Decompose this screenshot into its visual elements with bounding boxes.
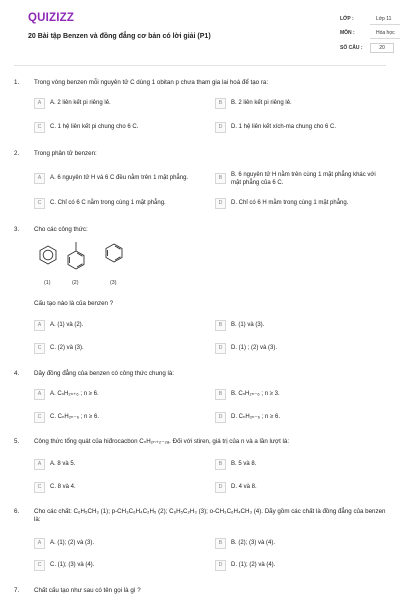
structure-1-hexagon-circle xyxy=(40,246,56,264)
question-stem: Cho các chất: C₆H₅CH₃ (1); p-CH₃C₆H₄C₂H₅ (2); C₆H₅C₂H₃ (3); o-CH₃C₆H₄CH₃ (4). Dãy gồm các chất là đồng đẳng của benzen là: xyxy=(34,508,386,523)
option-text: D. Chỉ có 6 H mằm trong cùng 1 mặt phẳng. xyxy=(231,200,349,206)
question-substem: Cấu tạo nào là của benzen ? xyxy=(34,300,114,307)
question-stem: Chất cấu tạo như sau có tên gọi là gì ? xyxy=(34,587,141,594)
benzene-structures-figure xyxy=(36,240,136,284)
option-letter-box: C xyxy=(34,560,45,571)
option-text: A. 2 liên kết pi riêng lẻ. xyxy=(50,100,111,106)
question-stem: Trong phân tử benzen: xyxy=(34,150,97,157)
option-letter-box: D xyxy=(215,122,226,133)
option-text: C. 8 và 4. xyxy=(50,484,76,490)
option-letter-box: D xyxy=(215,482,226,493)
option-text: D. (1); (2) và (4). xyxy=(231,562,276,568)
question-number: 5. xyxy=(14,438,20,445)
page-title: 20 Bài tập Benzen và đồng đẳng cơ bản có lời giải (P1) xyxy=(28,33,211,40)
question-stem: Cho các công thức: xyxy=(34,226,88,233)
count-value: 20 xyxy=(370,43,394,53)
option-letter-box: D xyxy=(215,560,226,571)
option-text: A. CₙH₂ₙ₊₆ ; n ≥ 6. xyxy=(50,391,99,397)
option-letter-box: D xyxy=(215,412,226,423)
option-letter-box: B xyxy=(215,459,226,470)
question-number: 2. xyxy=(14,150,20,157)
subject-underline xyxy=(370,38,400,39)
class-underline xyxy=(370,24,400,25)
class-label: LỚP : xyxy=(340,16,354,22)
question-number: 7. xyxy=(14,587,20,594)
option-text: D. (1) ; (2) và (3). xyxy=(231,345,278,351)
question-stem: Công thức tổng quát của hiđrocacbon CₙH₂ₙ₊₂₋₂ₐ. Đối với stiren, giá trị của n và a lần lượt là: xyxy=(34,438,290,445)
option-letter-box: A xyxy=(34,538,45,549)
structure-label: (1) xyxy=(44,280,51,286)
option-text: C. (2) và (3). xyxy=(50,345,84,351)
option-letter-box: B xyxy=(215,320,226,331)
option-letter-box: A xyxy=(34,459,45,470)
option-text: A. (1) và (2). xyxy=(50,322,84,328)
option-letter-box: B xyxy=(215,173,226,184)
option-text: B. 2 liên kết pi riêng lẻ. xyxy=(231,100,292,106)
option-letter-box: A xyxy=(34,389,45,400)
option-text: C. CₙH₂ₙ₋₆ ; n ≥ 6. xyxy=(50,414,99,420)
option-text: C. 1 hệ liên kết pi chung cho 6 C. xyxy=(50,124,139,130)
structure-2-hexagon-double-bonds xyxy=(68,242,84,269)
option-letter-box: B xyxy=(215,538,226,549)
option-letter-box: C xyxy=(34,198,45,209)
question-number: 3. xyxy=(14,226,20,233)
question-number: 4. xyxy=(14,370,20,377)
class-value: Lớp 11 xyxy=(376,16,392,22)
structure-label: (3) xyxy=(110,280,117,286)
option-letter-box: A xyxy=(34,98,45,109)
question-stem: Trong vòng benzen mỗi nguyên tử C dùng 1 obitan p chưa tham gia lai hoá để tạo ra: xyxy=(34,79,269,86)
option-letter-box: D xyxy=(215,198,226,209)
question-number: 6. xyxy=(14,508,20,515)
subject-value: Hóa học xyxy=(376,30,395,36)
option-letter-box: B xyxy=(215,389,226,400)
worksheet-header xyxy=(14,0,395,66)
option-text: B. (1) và (3). xyxy=(231,322,265,328)
structure-label: (2) xyxy=(72,280,79,286)
option-text: A. 8 và 5. xyxy=(50,461,76,467)
option-text: A. 6 nguyên tử H và 6 C đều nằm trên 1 mặt phẳng. xyxy=(50,175,189,181)
option-letter-box: C xyxy=(34,343,45,354)
option-letter-box: D xyxy=(215,343,226,354)
option-letter-box: A xyxy=(34,173,45,184)
option-text: D. CₙH₂ₙ₋₆ ; n ≥ 6. xyxy=(231,414,280,420)
option-text: B. CₙH₂ₙ₋₆ ; n ≥ 3. xyxy=(231,391,280,397)
option-letter-box: A xyxy=(34,320,45,331)
option-text: C. (1); (3) và (4). xyxy=(50,562,95,568)
quizizz-logo: QUIZIZZ xyxy=(28,12,75,24)
question-stem: Dãy đồng đẳng của benzen có công thức chung là: xyxy=(34,370,175,377)
option-text: B. (2); (3) và (4). xyxy=(231,540,276,546)
option-letter-box: C xyxy=(34,122,45,133)
option-text: A. (1); (2) và (3). xyxy=(50,540,95,546)
option-text: D. 1 hệ liên kết xích-ma chung cho 6 C. xyxy=(231,124,337,130)
option-text: B. 5 và 8. xyxy=(231,461,257,467)
option-text: C. Chỉ có 6 C nằm trong cùng 1 mặt phẳng. xyxy=(50,200,166,206)
subject-label: MÔN : xyxy=(340,30,355,36)
option-letter-box: C xyxy=(34,482,45,493)
option-text: B. 6 nguyên tử H nằm trên cùng 1 mặt phẳng khác với mặt phẳng của 6 C. xyxy=(231,172,376,186)
option-text: D. 4 và 8. xyxy=(231,484,257,490)
structure-3-kekule-hexagon xyxy=(106,244,122,262)
option-letter-box: C xyxy=(34,412,45,423)
count-label: SỐ CÂU : xyxy=(340,45,363,51)
question-number: 1. xyxy=(14,79,20,86)
option-letter-box: B xyxy=(215,98,226,109)
